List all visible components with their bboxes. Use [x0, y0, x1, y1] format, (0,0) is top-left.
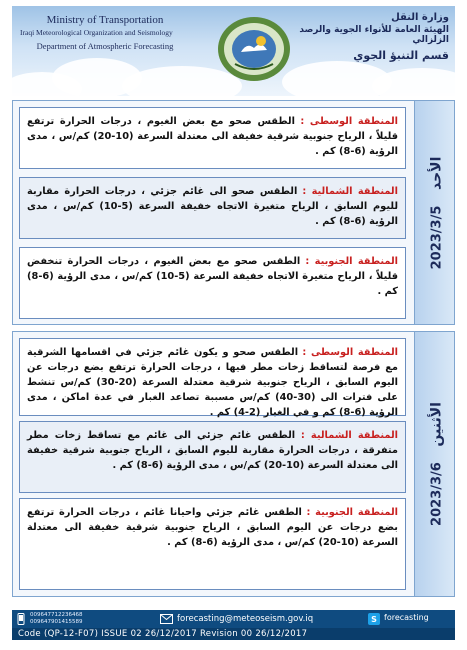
region-name: المنطقة الوسطى : — [302, 347, 398, 358]
forecast-south — [19, 498, 406, 590]
department-en: Department of Atmospheric Forecasting — [36, 41, 174, 51]
day-label — [425, 156, 444, 269]
region-forecast: الطقس صحو مع بعض الغيوم ، درجات الحرارة ترتفع قليلاً ، الرياح جنوبية شرقية خفيفة الى معتدلة السرعة (10-20) كم/س ، مدى الرؤية (6-8) كم . — [27, 116, 398, 157]
region-name: المنطقة الشمالية : — [302, 186, 398, 197]
day-name: الأثنين — [428, 402, 444, 447]
region-forecast: الطقس غائم جزئي واحيانا غائم ، درجات الحرارة ترتفع بضع درجات عن اليوم السابق ، الرياح جنوبية شرقية خفيفة الى معتدلة السرعة (10-20) كم/س ، مدى الرؤية (6-8) كم . — [27, 507, 398, 548]
mail-icon — [160, 614, 173, 624]
footer-contacts — [12, 610, 455, 628]
region-name: المنطقة الشمالية : — [300, 430, 398, 441]
day-label — [425, 402, 444, 526]
phone-number: 009647712236468 — [30, 612, 83, 618]
meteorology-logo-icon — [215, 14, 293, 84]
header-banner — [12, 6, 455, 96]
document-code-line: Code (QP-12-F07) ISSUE 02 26/12/2017 Revision 00 26/12/2017 — [12, 628, 455, 640]
ministry-en: Ministry of Transportation — [46, 14, 164, 26]
region-forecast: الطقس صحو و يكون غائم جزئي في اقسامها الشرقية مع فرصة لتساقط زخات مطر فيها ، درجات الحرارة ترتفع بضع درجات عن اليوم السابق ، الرياح جنوبية شرقية معتدلة السرعة (20-30) كم/س تنشط على فترات الى (30-40) كم/س مسببة تصاعد الغبار في عدة اماكن ، مدى الرؤية (6-8) كم و في الغبار (2-4) كم . — [27, 347, 398, 418]
skype-icon — [368, 613, 380, 625]
email-link[interactable]: forecasting@meteoseism.gov.iq — [177, 614, 314, 624]
region-forecast: الطقس غائم جزئي الى غائم مع تساقط زخات مطر متفرقة ، درجات الحرارة مقاربة لليوم السابق ، الرياح جنوبية شرقية خفيفة الى معتدلة السرعة (10-20) كم/س ، مدى الرؤية (6-8) كم . — [27, 430, 398, 471]
day-label-column — [414, 101, 454, 324]
svg-text:S: S — [371, 615, 377, 624]
organization-en: Iraqi Meteorological Organization and Seismology — [20, 28, 173, 37]
region-forecast: الطقس صحو مع بعض الغيوم ، درجات الحرارة تنخفض قليلاً ، الرياح متغيرة الاتجاه خفيفة السرعة (5-10) كم/س ، مدى الرؤية (6-8) كم . — [27, 256, 398, 297]
region-name: المنطقة الجنوبية : — [306, 507, 398, 518]
day-date: 2023/3/5 — [429, 205, 444, 269]
skype-id[interactable]: forecasting — [384, 613, 429, 622]
day-label-column — [414, 332, 454, 596]
region-name: المنطقة الوسطى : — [300, 116, 398, 127]
day-date: 2023/3/6 — [429, 462, 444, 526]
ministry-ar: وزارة النقل — [391, 12, 449, 23]
forecast-central — [19, 107, 406, 169]
phone-icon — [16, 613, 26, 625]
region-name: المنطقة الجنوبية : — [305, 256, 398, 267]
region-forecast: الطقس صحو الى غائم جزئي ، درجات الحرارة مقاربة لليوم السابق ، الرياح متغيرة الاتجاه خفيفة السرعة (5-10) كم/س ، مدى الرؤية (6-8) كم . — [27, 186, 398, 227]
forecast-south — [19, 247, 406, 319]
header-english — [20, 14, 190, 51]
department-ar: قسم التنبؤ الجوي — [353, 49, 449, 62]
phone-numbers — [30, 612, 83, 625]
header-arabic — [289, 12, 449, 62]
forecast-north — [19, 421, 406, 493]
day-section-monday — [12, 331, 455, 597]
day-section-sunday — [12, 100, 455, 325]
footer-bar — [12, 610, 455, 640]
forecast-north — [19, 177, 406, 239]
day-name: الأحد — [428, 156, 444, 190]
phone-number: 009647901415589 — [30, 618, 83, 625]
organization-ar: الهيئة العامة للأنواء الجوية والرصد الزلزالي — [299, 25, 449, 45]
forecast-central — [19, 338, 406, 416]
